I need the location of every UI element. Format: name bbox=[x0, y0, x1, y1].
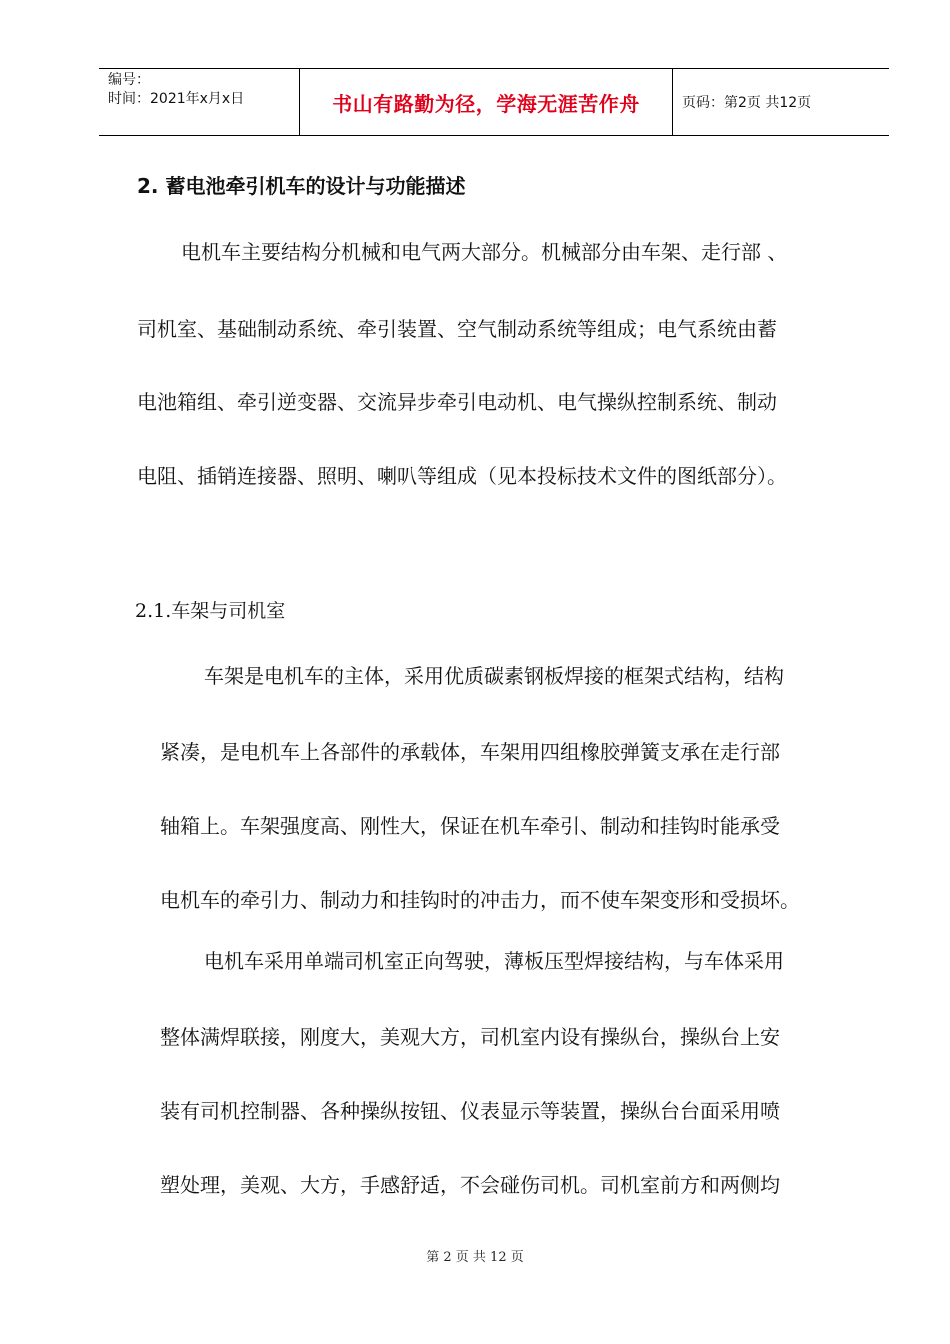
body-line: 电阻、插销连接器、照明、喇叭等组成（见本投标技术文件的图纸部分）。 bbox=[137, 464, 787, 488]
body-line: 轴箱上。车架强度高、刚性大，保证在机车牵引、制动和挂钩时能承受 bbox=[160, 814, 780, 838]
body-line: 电机车主要结构分机械和电气两大部分。机械部分由车架、走行部 、 bbox=[181, 240, 788, 264]
body-line: 电池箱组、牵引逆变器、交流异步牵引电动机、电气操纵控制系统、制动 bbox=[137, 390, 777, 414]
document-header bbox=[99, 68, 889, 136]
subsection-heading: 2.1.车架与司机室 bbox=[135, 600, 286, 622]
body-line: 紧凑，是电机车上各部件的承载体，车架用四组橡胶弹簧支承在走行部 bbox=[160, 740, 780, 764]
body-line: 司机室、基础制动系统、牵引装置、空气制动系统等组成；电气系统由蓄 bbox=[137, 317, 777, 341]
body-line: 装有司机控制器、各种操纵按钮、仪表显示等装置，操纵台台面采用喷 bbox=[160, 1099, 780, 1123]
header-motto-cell bbox=[300, 69, 673, 135]
header-meta-cell bbox=[99, 69, 300, 135]
body-line: 电机车采用单端司机室正向驾驶，薄板压型焊接结构，与车体采用 bbox=[204, 949, 784, 973]
body-line: 电机车的牵引力、制动力和挂钩时的冲击力，而不使车架变形和受损坏。 bbox=[160, 888, 800, 912]
section-heading: 2. 蓄电池牵引机车的设计与功能描述 bbox=[137, 174, 466, 198]
body-line: 整体满焊联接，刚度大，美观大方，司机室内设有操纵台，操纵台上安 bbox=[160, 1025, 780, 1049]
time-label: 时间：2021年x月x日 bbox=[108, 91, 245, 107]
page-footer: 第 2 页 共 12 页 bbox=[426, 1250, 524, 1265]
header-page-info: 页码：第2页 共12页 bbox=[682, 95, 812, 111]
body-line: 车架是电机车的主体，采用优质碳素钢板焊接的框架式结构，结构 bbox=[204, 664, 784, 688]
header-page-cell bbox=[673, 69, 889, 135]
header-motto: 书山有路勤为径，学海无涯苦作舟 bbox=[332, 91, 640, 116]
number-label: 编号： bbox=[108, 72, 150, 88]
body-line: 塑处理，美观、大方，手感舒适，不会碰伤司机。司机室前方和两侧均 bbox=[160, 1173, 780, 1197]
